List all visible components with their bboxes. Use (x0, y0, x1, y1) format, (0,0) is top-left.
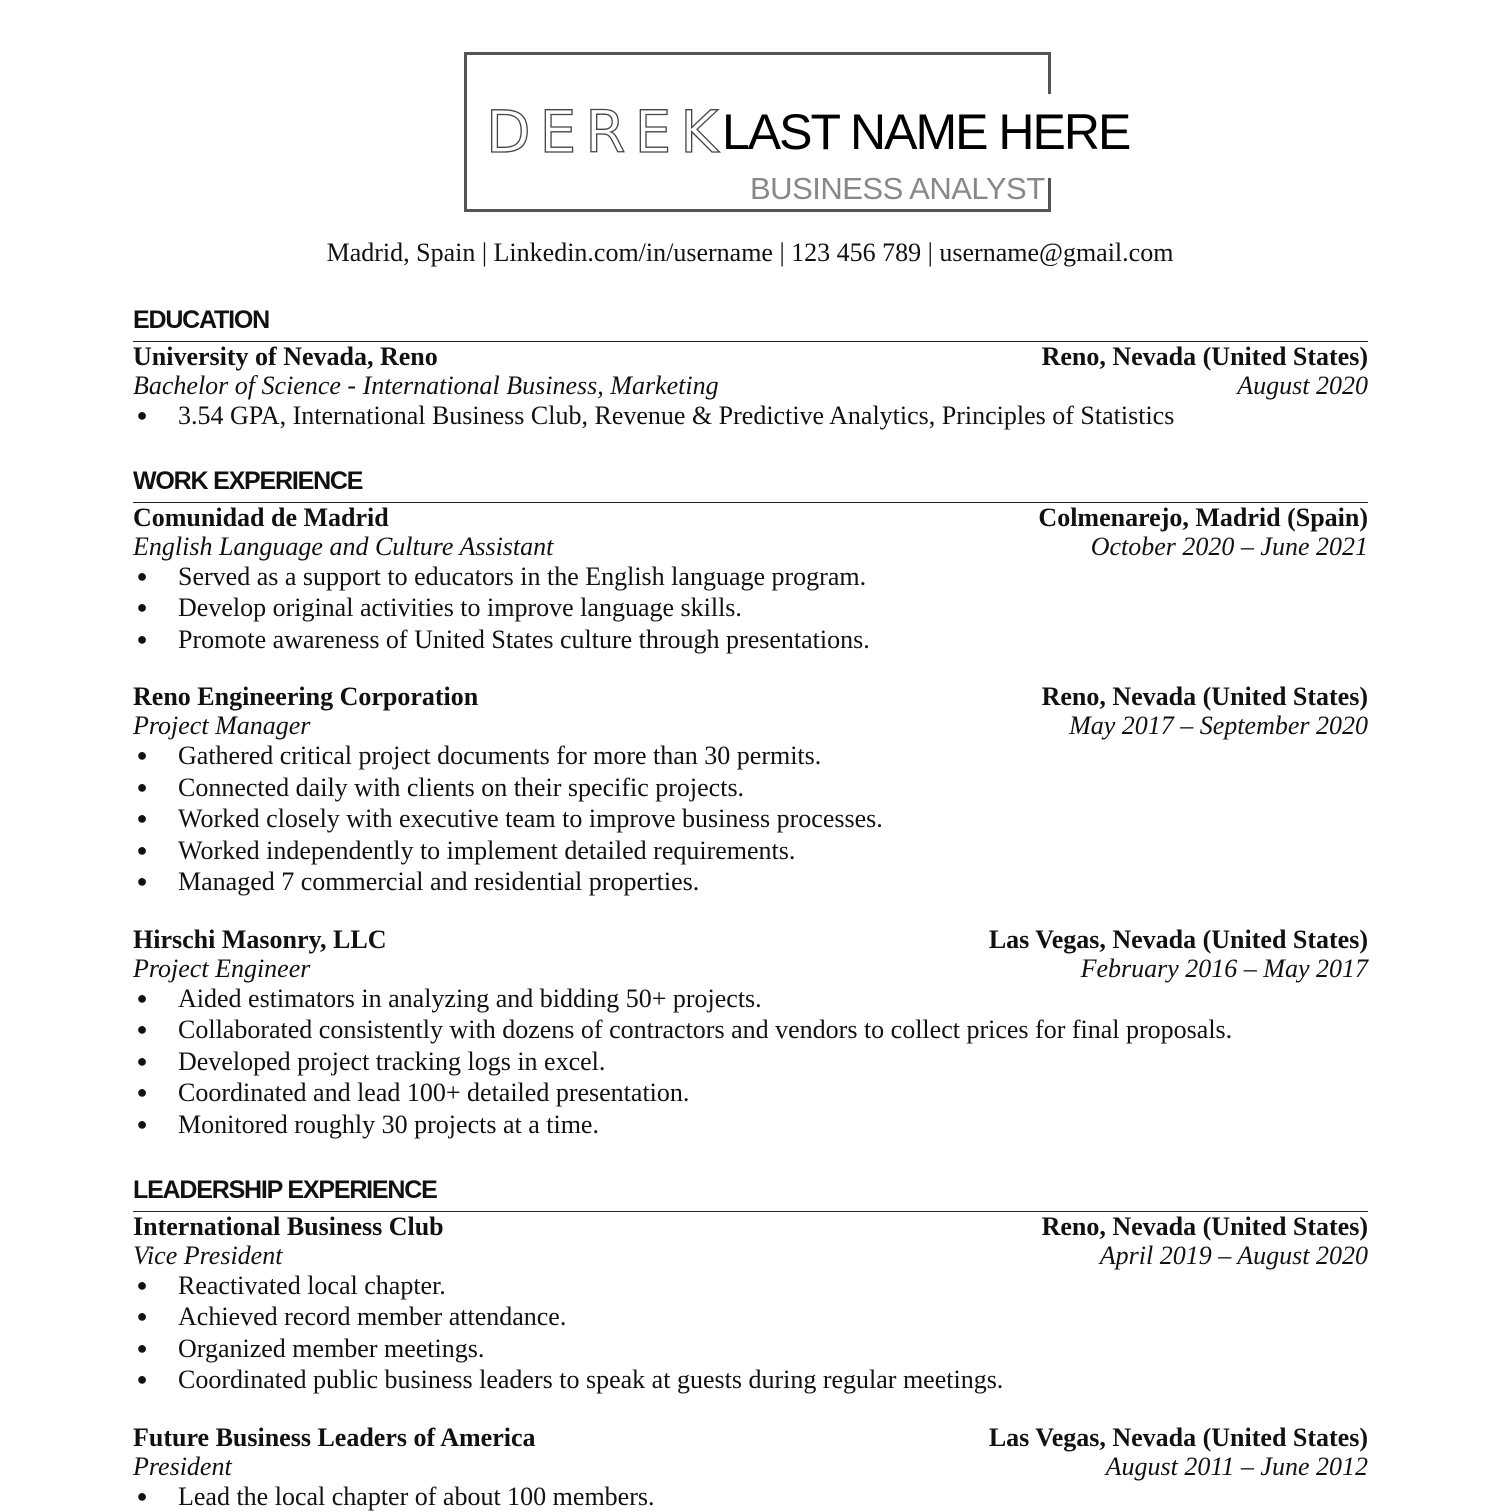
date-range: April 2019 – August 2020 (1100, 1241, 1368, 1270)
bullet-item (133, 1364, 1368, 1396)
bullet-text: Promote awareness of United States culture through presentations. (178, 625, 870, 654)
bullet-text: Monitored roughly 30 projects at a time. (178, 1110, 599, 1139)
bullet-text: Connected daily with clients on their specific projects. (178, 773, 744, 802)
role-title: Bachelor of Science - International Business, Marketing (133, 371, 719, 400)
bullet-icon: ● (133, 835, 151, 867)
entry-header-row (133, 1423, 1368, 1452)
entry-header-row (133, 682, 1368, 711)
role-title: President (133, 1452, 232, 1481)
role-title: Project Engineer (133, 954, 310, 983)
entry (133, 342, 1368, 432)
bullet-text: Managed 7 commercial and residential properties. (178, 867, 699, 896)
bullet-text: 3.54 GPA, International Business Club, Revenue & Predictive Analytics, Principles of Statistics (178, 401, 1174, 430)
bullet-icon: ● (133, 1109, 151, 1141)
organization-name: Hirschi Masonry, LLC (133, 925, 387, 954)
bullet-icon: ● (133, 592, 151, 624)
bullet-item (133, 624, 1368, 656)
frame-border-right-top (1048, 52, 1051, 94)
bullet-icon: ● (133, 1333, 151, 1365)
section-education (133, 304, 1368, 431)
bullet-item (133, 400, 1368, 432)
bullet-text: Served as a support to educators in the English language program. (178, 562, 866, 591)
entry-header-row (133, 1212, 1368, 1241)
organization-name: Reno Engineering Corporation (133, 682, 478, 711)
bullet-item (133, 740, 1368, 772)
bullet-icon: ● (133, 1270, 151, 1302)
entry-header-row (133, 503, 1368, 532)
bullet-text: Reactivated local chapter. (178, 1271, 446, 1300)
frame-border-bottom (464, 209, 1051, 212)
bullet-item (133, 1014, 1368, 1046)
bullet-icon: ● (133, 772, 151, 804)
date-range: October 2020 – June 2021 (1091, 532, 1368, 561)
bullet-icon: ● (133, 1364, 151, 1396)
date-range: August 2011 – June 2012 (1106, 1452, 1368, 1481)
section-heading: WORK EXPERIENCE (133, 465, 1368, 503)
bullet-item (133, 1301, 1368, 1333)
bullet-icon: ● (133, 740, 151, 772)
role-title: Vice President (133, 1241, 282, 1270)
bullet-icon: ● (133, 1046, 151, 1078)
bullet-text: Lead the local chapter of about 100 members. (178, 1482, 654, 1511)
bullet-icon: ● (133, 803, 151, 835)
frame-border-left (464, 52, 467, 212)
bullet-item (133, 866, 1368, 898)
location: Las Vegas, Nevada (United States) (989, 1423, 1368, 1452)
section-work-experience (133, 465, 1368, 1140)
bullet-item (133, 983, 1368, 1015)
organization-name: Comunidad de Madrid (133, 503, 389, 532)
section-leadership-experience (133, 1174, 1368, 1512)
bullet-icon: ● (133, 1077, 151, 1109)
entry-header-row (133, 342, 1368, 371)
bullet-icon: ● (133, 983, 151, 1015)
organization-name: University of Nevada, Reno (133, 342, 438, 371)
bullet-icon: ● (133, 1014, 151, 1046)
job-title: BUSINESS ANALYST (750, 171, 1045, 207)
bullet-text: Gathered critical project documents for more than 30 permits. (178, 741, 821, 770)
bullet-icon: ● (133, 624, 151, 656)
entry-subheader-row (133, 371, 1368, 400)
bullet-item (133, 803, 1368, 835)
bullet-item (133, 561, 1368, 593)
bullet-icon: ● (133, 866, 151, 898)
entry (133, 1423, 1368, 1512)
section-heading: EDUCATION (133, 304, 1368, 342)
entry-subheader-row (133, 954, 1368, 983)
bullet-item (133, 1077, 1368, 1109)
entry-subheader-row (133, 711, 1368, 740)
role-title: English Language and Culture Assistant (133, 532, 553, 561)
bullet-text: Coordinated and lead 100+ detailed presentation. (178, 1078, 689, 1107)
location: Reno, Nevada (United States) (1042, 1212, 1368, 1241)
bullet-text: Developed project tracking logs in excel. (178, 1047, 605, 1076)
bullet-icon: ● (133, 561, 151, 593)
section-heading: LEADERSHIP EXPERIENCE (133, 1174, 1368, 1212)
entry (133, 503, 1368, 656)
entry (133, 1212, 1368, 1396)
bullet-text: Worked independently to implement detailed requirements. (178, 836, 795, 865)
bullet-item (133, 1270, 1368, 1302)
first-name: DEREK (486, 100, 727, 164)
bullet-item (133, 835, 1368, 867)
bullet-text: Aided estimators in analyzing and bidding 50+ projects. (178, 984, 762, 1013)
organization-name: International Business Club (133, 1212, 444, 1241)
bullet-item (133, 1046, 1368, 1078)
bullet-item (133, 1109, 1368, 1141)
contact-line: Madrid, Spain | Linkedin.com/in/username | 123 456 789 | username@gmail.com (0, 237, 1500, 269)
frame-border-right-bottom (1048, 178, 1051, 212)
location: Las Vegas, Nevada (United States) (989, 925, 1368, 954)
role-title: Project Manager (133, 711, 310, 740)
organization-name: Future Business Leaders of America (133, 1423, 536, 1452)
bullet-item (133, 772, 1368, 804)
entry-subheader-row (133, 1241, 1368, 1270)
resume-body (133, 304, 1368, 1512)
bullet-text: Worked closely with executive team to improve business processes. (178, 804, 883, 833)
bullet-item (133, 1333, 1368, 1365)
bullet-text: Develop original activities to improve language skills. (178, 593, 742, 622)
bullet-text: Organized member meetings. (178, 1334, 484, 1363)
entry (133, 682, 1368, 898)
entry (133, 925, 1368, 1141)
date-range: February 2016 – May 2017 (1081, 954, 1368, 983)
bullet-icon: ● (133, 1301, 151, 1333)
entry-subheader-row (133, 1452, 1368, 1481)
frame-border-top (464, 52, 1051, 55)
bullet-icon: ● (133, 1481, 151, 1512)
date-range: August 2020 (1237, 371, 1368, 400)
last-name: LAST NAME HERE (722, 104, 1129, 160)
bullet-text: Achieved record member attendance. (178, 1302, 566, 1331)
location: Colmenarejo, Madrid (Spain) (1038, 503, 1368, 532)
entry-header-row (133, 925, 1368, 954)
location: Reno, Nevada (United States) (1042, 682, 1368, 711)
entry-subheader-row (133, 532, 1368, 561)
location: Reno, Nevada (United States) (1042, 342, 1368, 371)
date-range: May 2017 – September 2020 (1069, 711, 1368, 740)
bullet-item (133, 1481, 1368, 1512)
bullet-icon: ● (133, 400, 151, 432)
bullet-text: Coordinated public business leaders to speak at guests during regular meetings. (178, 1365, 1003, 1394)
bullet-item (133, 592, 1368, 624)
bullet-text: Collaborated consistently with dozens of contractors and vendors to collect prices for final proposals. (178, 1015, 1232, 1044)
